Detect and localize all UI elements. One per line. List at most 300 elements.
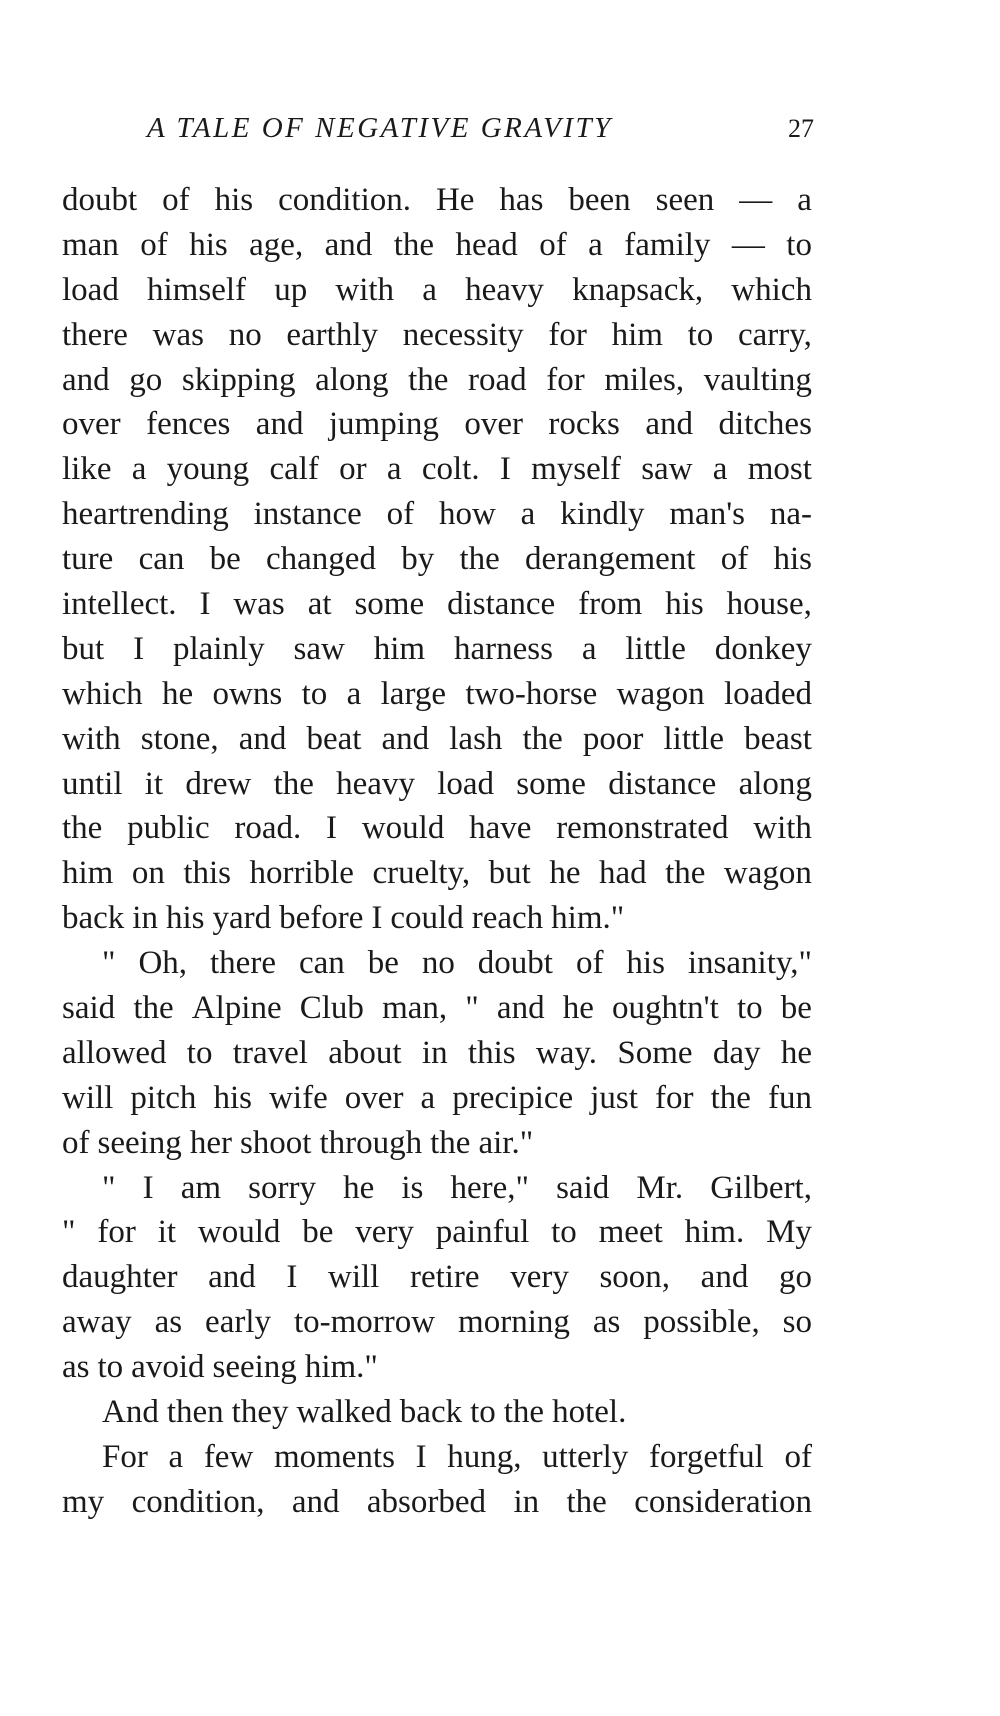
- word: early: [205, 1304, 271, 1341]
- word: would: [361, 810, 445, 847]
- word: this: [467, 1034, 516, 1071]
- word: I: [326, 810, 338, 847]
- word: from: [578, 586, 643, 623]
- word: wagon: [616, 675, 705, 712]
- word: a: [420, 1079, 436, 1116]
- word: And: [102, 1394, 159, 1431]
- word: calf: [269, 451, 319, 488]
- word: but: [62, 630, 105, 667]
- word: pitch: [130, 1079, 197, 1116]
- text-line: [62, 672, 812, 717]
- text-line: [62, 313, 812, 358]
- word: no: [421, 945, 455, 982]
- word: to: [97, 1349, 124, 1386]
- word: to: [551, 1214, 577, 1251]
- word: ture: [62, 541, 114, 578]
- word: in: [132, 900, 158, 937]
- word: loaded: [724, 675, 812, 712]
- word: with: [753, 810, 812, 847]
- word: sorry: [248, 1169, 316, 1206]
- word: the: [566, 1483, 607, 1520]
- word: himself: [147, 271, 246, 308]
- word: and: [62, 361, 110, 398]
- word: donkey: [714, 630, 812, 667]
- word: fun: [767, 1079, 812, 1116]
- word: and: [238, 720, 287, 757]
- word: just: [590, 1079, 638, 1116]
- word: over: [464, 406, 523, 443]
- text-line: [62, 986, 812, 1031]
- word: until: [62, 765, 123, 802]
- word: here,": [450, 1169, 529, 1206]
- word: I: [371, 900, 383, 937]
- word: some: [516, 765, 586, 802]
- word: as: [62, 1349, 90, 1386]
- word: I: [142, 1169, 154, 1206]
- word: be: [367, 945, 399, 982]
- text-line: [62, 1031, 812, 1076]
- word: along: [738, 765, 812, 802]
- text-line: [62, 851, 812, 896]
- word: intellect.: [62, 586, 177, 623]
- word: will: [62, 1079, 114, 1116]
- word: with: [62, 720, 121, 757]
- word: has: [499, 182, 544, 218]
- word: beat: [306, 720, 362, 757]
- word: this: [183, 855, 231, 892]
- word: on: [131, 855, 165, 892]
- word: am: [180, 1169, 222, 1206]
- word: I: [415, 1438, 427, 1475]
- word: back: [62, 900, 125, 937]
- book-page: [62, 112, 812, 1525]
- text-line: [62, 1166, 812, 1211]
- word: some: [354, 586, 425, 623]
- word: forgetful: [648, 1438, 764, 1475]
- word: they: [231, 1394, 289, 1431]
- word: age,: [249, 226, 304, 263]
- text-line: [62, 1210, 812, 1255]
- word: then: [166, 1394, 224, 1431]
- word: his: [189, 226, 228, 263]
- word: a: [581, 630, 597, 667]
- word: wife: [269, 1079, 328, 1116]
- word: heartrending: [62, 496, 229, 533]
- word: instance: [253, 496, 362, 533]
- word: him.": [304, 1349, 378, 1386]
- word: little: [625, 630, 686, 667]
- word: avoid: [131, 1349, 205, 1386]
- word: ": [62, 1214, 76, 1251]
- word: ": [465, 990, 479, 1027]
- word: to-morrow: [293, 1304, 436, 1341]
- word: up: [274, 271, 308, 308]
- word: kindly: [560, 496, 645, 533]
- word: a: [712, 451, 728, 488]
- text-line: [62, 806, 812, 851]
- word: condition,: [131, 1483, 265, 1520]
- word: to: [786, 226, 812, 263]
- word: him.": [551, 900, 625, 937]
- word: his: [626, 945, 665, 982]
- word: of: [720, 541, 749, 578]
- word: utterly: [542, 1438, 629, 1475]
- word: vaulting: [703, 361, 812, 398]
- word: drew: [185, 765, 252, 802]
- word: his: [165, 900, 205, 937]
- text-line: [62, 402, 812, 447]
- word: but: [488, 855, 531, 892]
- word: meet: [598, 1214, 663, 1251]
- word: no: [228, 316, 262, 353]
- word: reach: [471, 900, 544, 937]
- word: jumping: [328, 406, 439, 443]
- word: had: [598, 855, 647, 892]
- word: air.": [478, 1124, 534, 1161]
- text-line: [62, 717, 812, 762]
- word: painful: [435, 1214, 530, 1251]
- word: absorbed: [366, 1483, 487, 1520]
- running-head: [62, 112, 812, 152]
- word: the: [430, 1124, 471, 1161]
- word: few: [203, 1438, 254, 1475]
- text-line: [62, 627, 812, 672]
- word: possible,: [643, 1304, 760, 1341]
- word: the: [503, 1394, 545, 1431]
- text-line: [62, 178, 812, 223]
- word: family: [624, 226, 711, 263]
- word: man,: [382, 990, 448, 1027]
- word: yard: [212, 900, 272, 937]
- word: the: [273, 765, 314, 802]
- word: fences: [146, 406, 231, 443]
- word: away: [62, 1304, 132, 1341]
- text-line: [62, 537, 812, 582]
- word: was: [152, 316, 204, 353]
- word: as: [154, 1304, 183, 1341]
- word: ": [102, 1169, 116, 1206]
- word: of: [539, 226, 567, 263]
- word: have: [469, 810, 532, 847]
- word: heavy: [465, 271, 544, 308]
- word: be: [780, 990, 812, 1027]
- word: the: [62, 810, 103, 847]
- word: remonstrated: [556, 810, 729, 847]
- word: it: [157, 1214, 177, 1251]
- word: hung,: [447, 1438, 522, 1475]
- word: the: [408, 361, 449, 398]
- word: for: [655, 1079, 694, 1116]
- word: is: [401, 1169, 424, 1206]
- word: man's: [669, 496, 745, 533]
- word: of: [162, 182, 190, 218]
- page-number: 27: [788, 114, 814, 143]
- word: about: [328, 1034, 402, 1071]
- word: distance: [608, 765, 717, 802]
- word: Gilbert,: [710, 1169, 812, 1206]
- word: horrible: [249, 855, 354, 892]
- word: he: [162, 675, 194, 712]
- word: public: [127, 810, 210, 847]
- word: saw: [293, 630, 345, 667]
- word: saw: [641, 451, 693, 488]
- word: consideration: [634, 1483, 812, 1520]
- word: I: [199, 586, 211, 623]
- word: condition.: [278, 182, 411, 218]
- word: Some: [617, 1034, 693, 1071]
- word: lash: [449, 720, 503, 757]
- word: and: [700, 1259, 749, 1296]
- word: walked: [296, 1394, 392, 1431]
- word: colt.: [421, 451, 480, 488]
- text-line: [62, 1435, 812, 1480]
- word: would: [197, 1214, 281, 1251]
- word: to: [301, 675, 328, 712]
- running-title: A TALE OF NEGATIVE GRAVITY: [147, 112, 613, 144]
- text-line: [62, 896, 812, 941]
- word: necessity: [402, 316, 524, 353]
- word: he: [343, 1169, 375, 1206]
- word: like: [62, 451, 112, 488]
- word: He: [435, 182, 475, 218]
- word: Oh,: [138, 945, 188, 982]
- word: said: [62, 990, 116, 1027]
- word: derangement: [525, 541, 696, 578]
- word: by: [401, 541, 435, 578]
- word: of: [575, 945, 604, 982]
- word: rocks: [548, 406, 620, 443]
- text-line: [62, 582, 812, 627]
- word: or: [339, 451, 367, 488]
- word: soon,: [599, 1259, 671, 1296]
- word: the: [665, 855, 706, 892]
- word: he: [780, 1034, 812, 1071]
- text-line: [62, 1480, 812, 1525]
- word: knapsack,: [572, 271, 704, 308]
- word: little: [663, 720, 724, 757]
- word: at: [307, 586, 332, 623]
- word: be: [209, 541, 241, 578]
- text-line: [62, 358, 812, 403]
- text-line: [62, 1121, 812, 1166]
- word: most: [747, 451, 812, 488]
- word: go: [129, 361, 163, 398]
- word: a: [131, 451, 147, 488]
- word: distance: [447, 586, 556, 623]
- word: over: [62, 406, 121, 443]
- word: his: [213, 1079, 252, 1116]
- word: and: [208, 1259, 256, 1296]
- text-line: [62, 941, 812, 986]
- word: carry,: [738, 316, 812, 353]
- word: doubt: [62, 182, 138, 218]
- word: to: [687, 316, 714, 353]
- word: with: [335, 271, 395, 308]
- text-line: [62, 1300, 812, 1345]
- word: seeing: [97, 1124, 182, 1161]
- text-line: [62, 762, 812, 807]
- word: him.: [684, 1214, 745, 1251]
- word: and: [645, 406, 693, 443]
- word: the: [459, 541, 500, 578]
- word: head: [455, 226, 518, 263]
- word: load: [62, 271, 119, 308]
- word: Mr.: [636, 1169, 684, 1206]
- word: young: [166, 451, 250, 488]
- word: over: [344, 1079, 404, 1116]
- word: wagon: [723, 855, 812, 892]
- word: can: [298, 945, 345, 982]
- word: and: [291, 1483, 340, 1520]
- word: to: [470, 1394, 496, 1431]
- word: a: [422, 271, 437, 308]
- word: seeing: [212, 1349, 297, 1386]
- word: been: [568, 182, 631, 218]
- word: was: [233, 586, 285, 623]
- word: in: [513, 1483, 540, 1520]
- word: said: [556, 1169, 610, 1206]
- word: precipice: [452, 1079, 574, 1116]
- word: a: [346, 675, 362, 712]
- word: seen: [655, 182, 715, 218]
- word: My: [766, 1214, 812, 1251]
- word: will: [327, 1259, 380, 1296]
- word: could: [390, 900, 464, 937]
- word: allowed: [62, 1034, 167, 1071]
- word: Alpine: [191, 990, 282, 1027]
- word: for: [546, 361, 585, 398]
- word: travel: [232, 1034, 308, 1071]
- text-line: [62, 1255, 812, 1300]
- word: the: [522, 720, 563, 757]
- word: can: [138, 541, 185, 578]
- word: him: [373, 630, 426, 667]
- word: insanity,": [687, 945, 812, 982]
- word: day: [712, 1034, 761, 1071]
- word: For: [102, 1438, 148, 1475]
- word: harness: [453, 630, 553, 667]
- word: of: [784, 1438, 812, 1475]
- word: na-: [769, 496, 812, 533]
- text-line: [62, 1390, 812, 1435]
- word: skipping: [181, 361, 296, 398]
- word: I: [499, 451, 511, 488]
- word: and: [255, 406, 304, 443]
- word: oughtn't: [612, 990, 719, 1027]
- word: myself: [531, 451, 621, 488]
- word: how: [438, 496, 496, 533]
- text-line: [62, 1345, 812, 1390]
- word: to: [736, 990, 763, 1027]
- word: it: [144, 765, 164, 802]
- text-line: [62, 447, 812, 492]
- word: a: [386, 451, 402, 488]
- word: —: [739, 182, 773, 218]
- word: before: [279, 900, 364, 937]
- word: road: [468, 361, 527, 398]
- word: ": [102, 945, 116, 982]
- word: road.: [234, 810, 302, 847]
- word: he: [562, 990, 594, 1027]
- word: the: [710, 1079, 751, 1116]
- word: his: [214, 182, 254, 218]
- word: moments: [273, 1438, 395, 1475]
- word: which: [62, 675, 143, 712]
- word: shoot: [239, 1124, 312, 1161]
- word: load: [437, 765, 495, 802]
- word: and: [381, 720, 430, 757]
- text-line: [62, 268, 812, 313]
- word: my: [62, 1483, 105, 1520]
- word: as: [592, 1304, 621, 1341]
- word: the: [393, 226, 435, 263]
- word: to: [186, 1034, 213, 1071]
- word: earthly: [286, 316, 379, 353]
- word: poor: [582, 720, 644, 757]
- word: a: [168, 1438, 184, 1475]
- word: man: [62, 226, 119, 263]
- word: hotel.: [552, 1394, 627, 1431]
- word: miles,: [604, 361, 685, 398]
- word: and: [324, 226, 373, 263]
- word: large: [380, 675, 446, 712]
- word: and: [496, 990, 545, 1027]
- word: doubt: [477, 945, 553, 982]
- word: her: [189, 1124, 232, 1161]
- word: two-horse: [465, 675, 598, 712]
- word: back: [399, 1394, 463, 1431]
- word: through: [319, 1124, 423, 1161]
- word: retire: [409, 1259, 480, 1296]
- word: owns: [212, 675, 283, 712]
- word: him: [62, 855, 114, 892]
- word: a: [520, 496, 536, 533]
- word: go: [778, 1259, 812, 1296]
- word: a: [588, 226, 603, 263]
- text-line: [62, 492, 812, 537]
- word: very: [510, 1259, 569, 1296]
- word: in: [421, 1034, 448, 1071]
- word: cruelty,: [372, 855, 471, 892]
- word: for: [97, 1214, 136, 1251]
- word: plainly: [172, 630, 265, 667]
- word: of: [62, 1124, 90, 1161]
- text-line: [62, 223, 812, 268]
- word: changed: [266, 541, 376, 578]
- word: which: [731, 271, 812, 308]
- word: so: [782, 1304, 812, 1341]
- word: Club: [299, 990, 364, 1027]
- word: of: [140, 226, 168, 263]
- word: beast: [744, 720, 812, 757]
- word: there: [62, 316, 128, 353]
- word: of: [386, 496, 415, 533]
- text-line: [62, 1076, 812, 1121]
- word: —: [731, 226, 765, 263]
- word: his: [773, 541, 812, 578]
- word: I: [133, 630, 145, 667]
- word: he: [549, 855, 581, 892]
- word: very: [355, 1214, 414, 1251]
- word: house,: [726, 586, 812, 623]
- word: I: [286, 1259, 298, 1296]
- word: daughter: [62, 1259, 178, 1296]
- word: his: [665, 586, 704, 623]
- word: for: [548, 316, 587, 353]
- body-text: [62, 178, 812, 1525]
- word: ditches: [718, 406, 812, 443]
- word: stone,: [140, 720, 219, 757]
